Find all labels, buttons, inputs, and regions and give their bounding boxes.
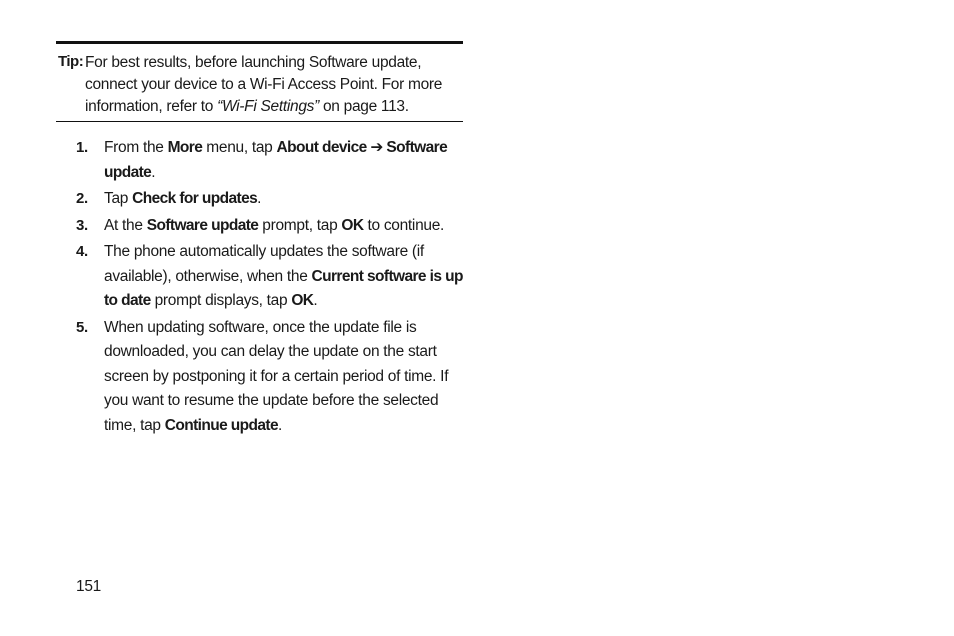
step-text: available), otherwise, when the [104,267,312,285]
step-2-line-1 [104,187,466,212]
ok-ref: OK [291,292,314,309]
step-number: 3. [76,216,88,234]
step-text: . [278,416,283,434]
wifi-settings-reference: “Wi-Fi Settings” [217,98,319,115]
page-number: 151 [76,578,101,595]
continue-update-ref: Continue update [164,416,279,434]
tip-line-2: connect your device to a Wi-Fi Access Point. For more [85,76,443,93]
tip-text [85,52,442,118]
step-text: . [151,163,156,181]
step-text: time, tap [104,416,165,434]
step-5-line-4: you want to resume the update before the selected [104,392,439,409]
step-text: menu, tap [202,139,277,156]
tip-box [56,41,463,122]
tip-line-3-prefix: information, refer to [85,98,218,115]
step-3 [76,214,466,239]
step-2 [76,187,466,212]
update-ref: update [104,163,152,181]
step-5-line-2: downloaded, you can delay the update on the start [104,343,437,360]
tip-line-3 [85,96,442,118]
tip-line-1: For best results, before launching Software update, [85,54,422,71]
check-for-updates-ref: Check for updates [132,190,258,207]
ok-ref: OK [341,216,364,234]
step-text: Tap [104,190,133,207]
steps-list [76,136,466,440]
step-1-line-2 [104,161,466,186]
to-date-ref: to date [104,292,151,309]
step-1 [76,136,466,185]
step-text: prompt, tap [258,216,342,234]
tip-label: Tip: [58,53,84,70]
current-software-ref: Current software is up [311,267,463,285]
step-text: . [313,292,318,309]
step-1-line-1 [104,136,466,161]
tip-line-3-suffix: on page 113. [318,98,409,115]
more-menu-ref: More [167,139,203,156]
about-device-software-ref: About device ➔ Software [276,139,448,156]
step-4-line-3 [104,289,466,314]
step-5-line-5 [104,414,466,439]
step-number: 5. [76,318,88,336]
step-text: prompt displays, tap [150,292,292,309]
step-text: . [257,190,262,207]
step-number: 1. [76,139,88,156]
step-text: From the [104,139,168,156]
step-text: to continue. [363,216,445,234]
step-number: 2. [76,190,88,207]
software-update-prompt-ref: Software update [146,216,259,234]
step-4-line-2 [104,265,466,290]
step-5-line-3: screen by postponing it for a certain period of time. If [104,367,449,385]
step-number: 4. [76,243,88,260]
step-text: At the [104,216,147,234]
step-3-line-1 [104,214,466,239]
step-4-line-1: The phone automatically updates the software (if [104,243,424,260]
step-4 [76,240,466,314]
step-5-line-1: When updating software, once the update file is [104,318,417,336]
step-5 [76,316,466,439]
